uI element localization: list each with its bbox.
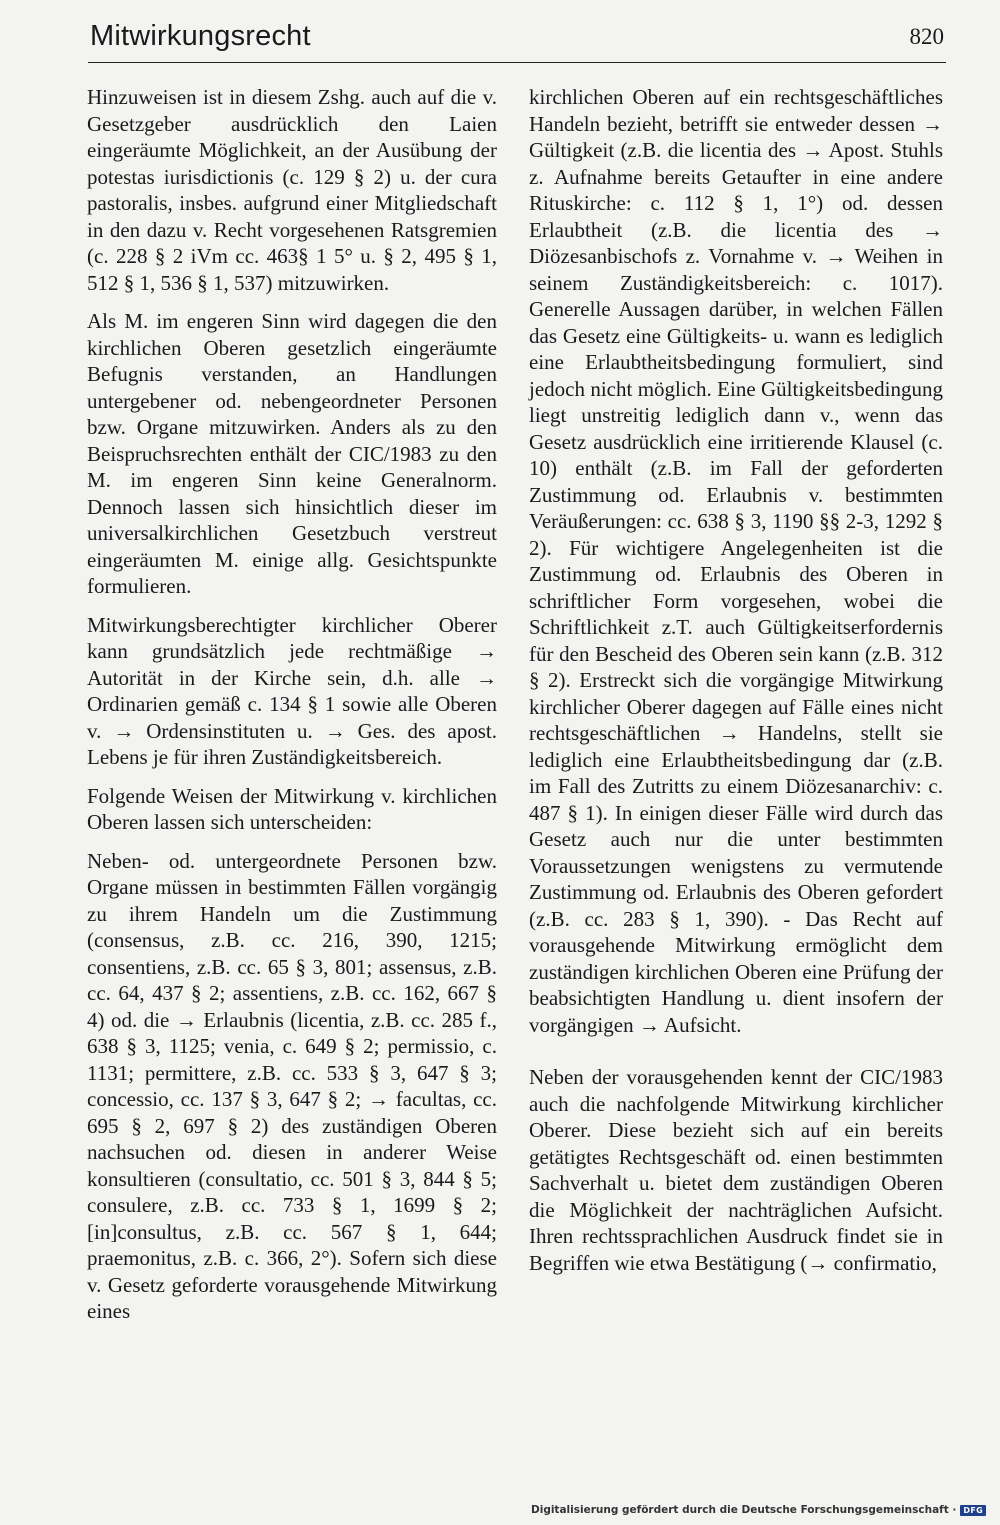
left-paragraph-1: Hinzuweisen ist in diesem Zshg. auch auf die v. Gesetzgeber ausdrücklich den Laien eingeräumte Möglichkeit, an der Ausübung der potestas iurisdictionis (c. 129 § 2) u. der cura pastoralis, insbes. aufgrund einer Mitgliedschaft in den dazu v. Recht vorgesehenen Ratsgremien (c. 228 § 2 iVm cc. 463§ 1 5° u. § 2, 495 § 1, 512 § 1, 536 § 1, 537) mitzuwirken. — [87, 85, 497, 295]
right-column — [529, 84, 943, 1288]
left-paragraph-2: Als M. im engeren Sinn wird dagegen die den kirchlichen Oberen gesetzlich eingeräumte Befugnis verstanden, an Handlungen untergebener od. nebengeordneter Personen bzw. Organe mitzuwirken. Anders als zu den Beispruchsrechten enthält der CIC/1983 zu den M. im engeren Sinn keine Generalnorm. Dennoch lassen sich hinsichtlich dieser im universalkirchlichen Gesetzbuch verstreut eingeräumten M. einige allg. Gesichtspunkte formulieren. — [87, 309, 497, 598]
digitization-credit — [531, 1504, 986, 1516]
credit-text: Digitalisierung gefördert durch die Deutsche Forschungsgemeinschaft · — [531, 1504, 957, 1516]
running-title: Mitwirkungsrecht — [90, 20, 311, 52]
right-paragraph-2: Neben der vorausgehenden kennt der CIC/1983 auch die nachfolgende Mitwirkung kirchlicher Oberer. Diese bezieht sich auf ein bereits getätigtes Rechtsgeschäft od. einen bestimmten Sachverhalt u. bietet dem zuständigen Oberen die Möglichkeit der nachträglichen Aufsicht. Ihren rechtssprachlichen Ausdruck findet sie in Begriffen wie etwa Bestätigung (→ confirmatio, — [529, 1065, 943, 1275]
dfg-logo: DFG — [960, 1505, 986, 1516]
page-number: 820 — [909, 24, 944, 49]
left-paragraph-5: Neben- od. untergeordnete Personen bzw. Organe müssen in bestimmten Fällen vorgängig zu ihrem Handeln um die Zustimmung (consensus, z.B. cc. 216, 390, 1215; consentiens, z.B. cc. 65 § 3, 801; assensus, z.B. cc. 64, 437 § 2; assentiens, z.B. cc. 162, 667 § 4) od. die → Erlaubnis (licentia, z.B. cc. 285 f., 638 § 3, 1125; venia, c. 649 § 2; permissio, c. 1131; permittere, z.B. cc. 533 § 3, 647 § 3; concessio, cc. 137 § 3, 647 § 2; → facultas, cc. 695 § 2, 697 § 2) des zuständigen Oberen nachsuchen od. diesen in anderer Weise konsultieren (consultatio, cc. 501 § 3, 844 § 5; consulere, z.B. cc. 733 § 1, 1699 § 2; [in]consultus, z.B. cc. 567 § 1, 644; praemonitus, z.B. c. 366, 2°). Sofern sich diese v. Gesetz geforderte vorausgehende Mitwirkung eines — [87, 848, 497, 1323]
left-paragraph-3: Mitwirkungsberechtigter kirchlicher Oberer kann grundsätzlich jede rechtmäßige → Autorität in der Kirche sein, d.h. alle → Ordinarien gemäß c. 134 § 1 sowie alle Oberen v. → Ordensinstituten u. → Ges. des apost. Lebens je für ihren Zuständigkeitsbereich. — [87, 612, 497, 769]
page-header — [88, 18, 946, 63]
left-column — [87, 84, 497, 1337]
right-paragraph-1: kirchlichen Oberen auf ein rechtsgeschäftliches Handeln bezieht, betrifft sie entweder dessen → Gültigkeit (z.B. die licentia des → Apost. Stuhls z. Aufnahme bereits Getaufter in eine andere Rituskirche: c. 112 § 1, 1°) od. dessen Erlaubtheit (z.B. die licentia des → Diözesanbischofs z. Vornahme v. → Weihen in seinem Zuständigkeitsbereich: c. 1017). Generelle Aussagen darüber, in welchen Fällen das Gesetz eine Gültigkeits- u. wann es lediglich eine Erlaubtheitsbedingung formuliert, sind jedoch nicht möglich. Eine Gültigkeitsbedingung liegt unstreitig lediglich dann v., wenn das Gesetz ausdrücklich eine irritierende Klausel (c. 10) enthält (z.B. im Fall der geforderten Zustimmung od. Erlaubnis v. bestimmten Veräußerungen: cc. 638 § 3, 1190 §§ 2-3, 1292 § 2). Für wichtigere Angelegenheiten ist die Zustimmung od. Erlaubnis des Oberen in schriftlicher Form vorgesehen, wobei die Schriftlichkeit z.T. auch Gültigkeitserfordernis für den Bescheid des Oberen sein kann (z.B. 312 § 2). Erstreckt sich die vorgängige Mitwirkung kirchlicher Oberer dagegen auf Fälle eines nicht rechtsgeschäftlichen → Handelns, stellt sie lediglich eine Erlaubtheitsbedingung dar (z.B. im Fall des Zutritts zu einem Diözesanarchiv: c. 487 § 1). In einigen dieser Fälle wird durch das Gesetz auch nur die unter bestimmten Voraussetzungen wenigstens zu vermutende Zustimmung od. Erlaubnis des Oberen gefordert (z.B. cc. 283 § 1, 390). - Das Recht auf vorausgehende Mitwirkung ermöglicht dem zuständigen kirchlichen Oberen eine Prüfung der beabsichtigten Handlung u. dient insofern der vorgängigen → Aufsicht. — [529, 85, 943, 1037]
left-paragraph-4: Folgende Weisen der Mitwirkung v. kirchlichen Oberen lassen sich unterscheiden: — [87, 783, 497, 834]
